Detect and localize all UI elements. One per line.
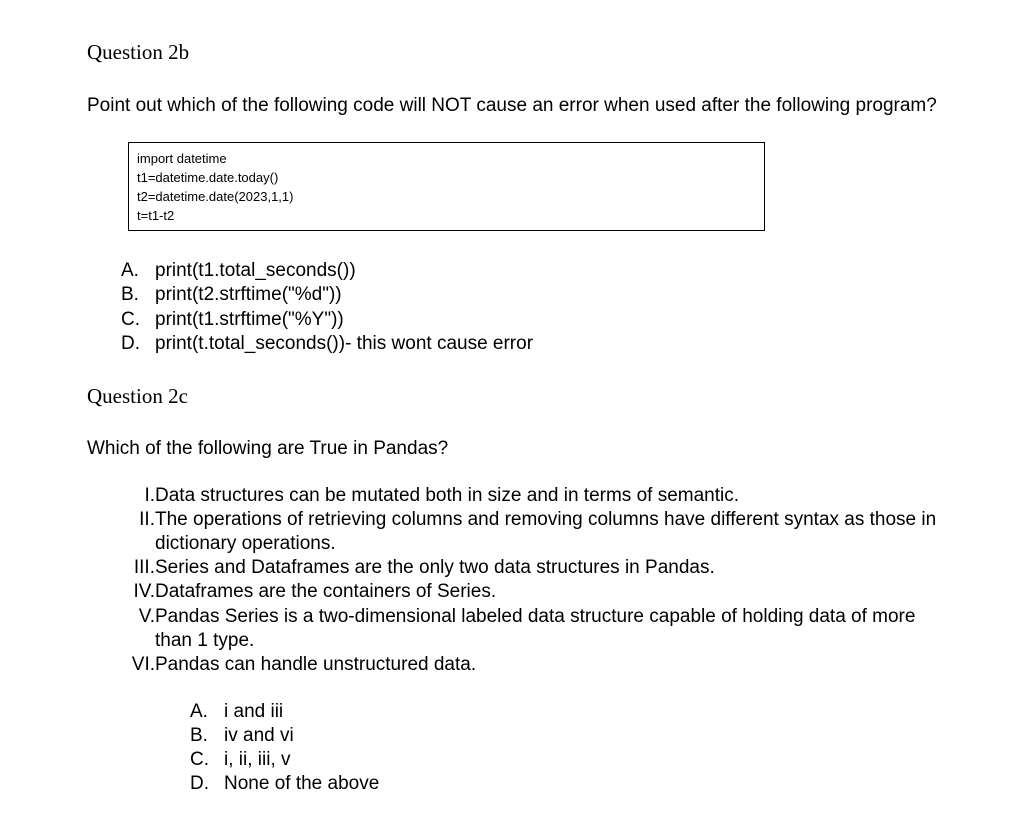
statement-iii — [133, 556, 955, 580]
option-letter: A. — [121, 260, 139, 281]
statement-number: II. — [139, 509, 155, 530]
code-line: t1=datetime.date.today() — [137, 170, 279, 185]
statement-text: Pandas can handle unstructured data. — [155, 654, 477, 675]
statement-number: V. — [138, 606, 155, 627]
question-2c-prompt: Which of the following are True in Pandas? — [87, 438, 449, 459]
code-box — [128, 142, 765, 231]
q2b-option-a — [121, 259, 356, 283]
option-text: iv and vi — [224, 725, 294, 746]
q2b-option-c — [121, 308, 344, 332]
statement-ii — [139, 508, 955, 556]
question-2b-heading: Question 2b — [87, 40, 190, 64]
statement-text: Pandas Series is a two-dimensional labeled data structure capable of holding data of more than 1 type. — [155, 606, 916, 651]
q2b-option-d — [121, 332, 533, 356]
option-text: i, ii, iii, v — [224, 749, 291, 770]
statement-text: The operations of retrieving columns and removing columns have different syntax as those in dictionary operations. — [155, 509, 937, 554]
option-letter: D. — [190, 773, 209, 794]
option-text: print(t1.strftime("%Y")) — [155, 309, 344, 330]
statement-text: Series and Dataframes are the only two data structures in Pandas. — [155, 557, 715, 578]
code-line: import datetime — [137, 151, 227, 166]
q2c-option-d — [190, 772, 379, 796]
q2c-option-a — [190, 700, 283, 724]
option-letter: B. — [121, 284, 139, 305]
statement-v — [138, 605, 955, 653]
option-text: None of the above — [224, 773, 380, 794]
statement-number: III. — [133, 557, 155, 578]
q2b-option-b — [121, 283, 342, 307]
statement-iv — [133, 580, 955, 604]
option-letter: B. — [190, 725, 208, 746]
code-line: t=t1-t2 — [137, 208, 175, 223]
statement-number: VI. — [131, 654, 155, 675]
question-2b-prompt: Point out which of the following code will NOT cause an error when used after the following program? — [87, 95, 937, 116]
statement-number: IV. — [133, 581, 155, 602]
option-letter: D. — [121, 333, 140, 354]
q2c-option-b — [190, 724, 294, 748]
option-letter: C. — [190, 749, 209, 770]
code-line: t2=datetime.date(2023,1,1) — [137, 189, 294, 204]
statement-number: I. — [144, 485, 155, 506]
q2c-option-c — [190, 748, 291, 772]
statement-i — [144, 484, 955, 508]
option-text: print(t1.total_seconds()) — [155, 260, 356, 281]
question-2c-heading: Question 2c — [87, 384, 188, 408]
option-text: i and iii — [224, 701, 284, 722]
statement-text: Data structures can be mutated both in size and in terms of semantic. — [155, 485, 740, 506]
option-text: print(t2.strftime("%d")) — [155, 284, 342, 305]
option-letter: C. — [121, 309, 140, 330]
option-text: print(t.total_seconds())- this wont cause error — [155, 333, 534, 354]
option-letter: A. — [190, 701, 208, 722]
statement-text: Dataframes are the containers of Series. — [155, 581, 497, 602]
statement-vi — [131, 653, 955, 677]
